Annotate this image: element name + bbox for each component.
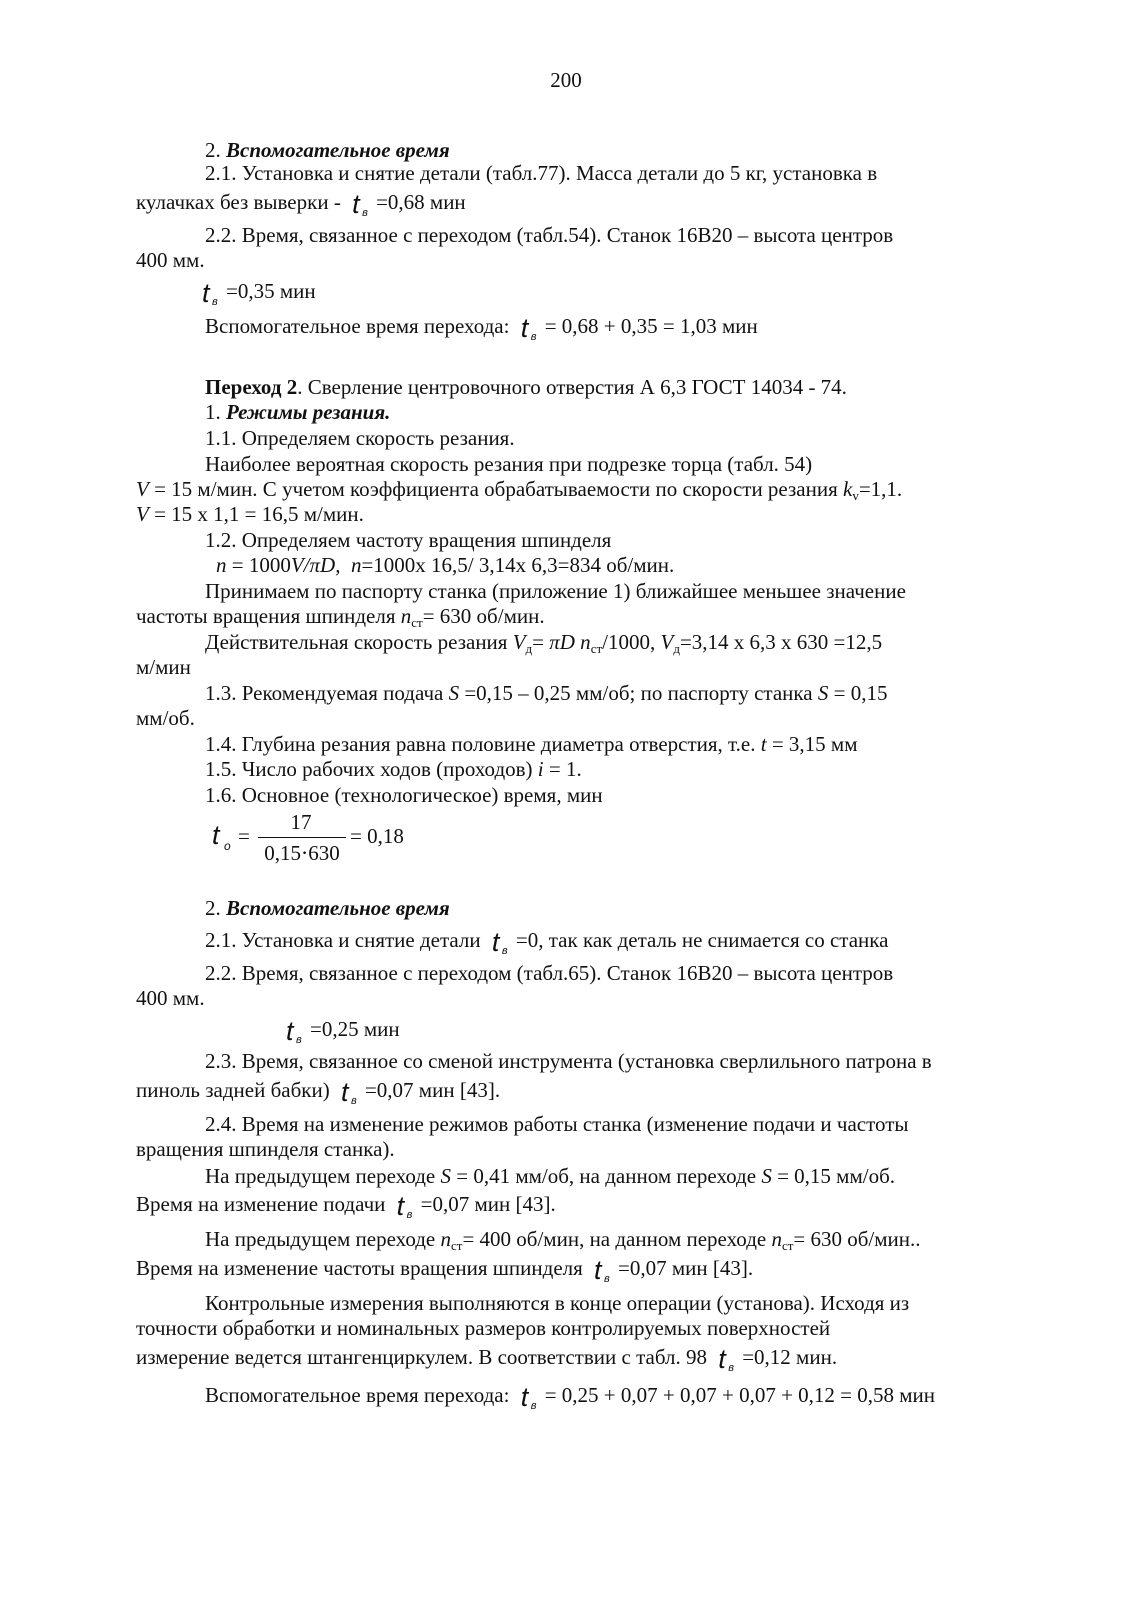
equals-sign: =: [238, 824, 250, 848]
paragraph-1-4: 1.4. Глубина резания равна половине диаметра отверстия, т.е. t = 3,15 мм: [205, 732, 858, 756]
paragraph-1-2: 1.2. Определяем частоту вращения шпинделя: [205, 528, 612, 552]
paragraph-2-4-line-2: вращения шпинделя станка).: [136, 1137, 395, 1161]
paragraph-2-2-line-1: 2.2. Время, связанное с переходом (табл.54). Станок 16В20 – высота центров: [205, 223, 894, 247]
paragraph-2-3-line-2: пиноль задней бабки) t в =0,07 мин [43].: [136, 1077, 501, 1107]
title-bold: Переход 2: [205, 375, 298, 399]
aux-time-heading-1: [205, 138, 450, 162]
heading-number: 2.: [205, 138, 226, 162]
paragraph-1-3-line-2: мм/об.: [136, 706, 195, 730]
accept-line-2: частоты вращения шпинделя $n_{ст}= 630$ об/мин.: [136, 604, 545, 630]
paragraph-1-1-b: Наиболее вероятная скорость резания при подрезке торца (табл. 54): [205, 452, 813, 476]
heading-text: Вспомогательное время: [226, 138, 450, 162]
heading-text: Режимы резания.: [226, 400, 391, 424]
aux-time-heading-2: [205, 896, 450, 920]
paragraph-2-2-line-1: 2.2. Время, связанное с переходом (табл.65). Станок 16В20 – высота центров: [205, 961, 894, 985]
t-v-symbol: t в: [520, 1382, 537, 1412]
aux-time-value-line-2: t в =0,25 мин: [286, 1016, 400, 1046]
paragraph-2-1-line-2: [136, 190, 466, 217]
actual-speed-line-1: Действительная скорость резания $V_д= \pi D$ $n_{ст}/1000$, $V_д=3,14$ х 6,3 х 630 =12,5: [205, 630, 883, 656]
value: =0,35 мин: [226, 279, 316, 303]
feed-change-line-2: Время на изменение подачи t в =0,07 мин [43].: [136, 1191, 556, 1221]
machine-time-formula: [208, 810, 428, 870]
fraction-numerator: 17: [290, 810, 312, 834]
paragraph-1-5: 1.5. Число рабочих ходов (проходов) i = 1.: [205, 757, 582, 781]
t-o-subscript: о: [224, 839, 231, 853]
text: кулачках без выверки -: [136, 190, 347, 214]
control-line-1: Контрольные измерения выполняются в конце операции (установа). Исходя из: [205, 1291, 910, 1315]
paragraph-2-3-line-1: 2.3. Время, связанное со сменой инструмента (установка сверлильного патрона в: [205, 1049, 932, 1073]
aux-time-total-2: Вспомогательное время перехода: t в = 0,25 + 0,07 + 0,07 + 0,07 + 0,12 = 0,58 мин: [205, 1382, 936, 1412]
paragraph-2-1-line-1: 2.1. Установка и снятие детали (табл.77). Масса детали до 5 кг, установка в: [205, 161, 878, 185]
heading-number: 1.: [205, 400, 226, 424]
t-v-symbol: t в: [491, 927, 508, 957]
page-number: 200: [550, 68, 582, 92]
t-v-symbol: t в: [202, 278, 218, 308]
speed-change-line-1: На предыдущем переходе $n_{ст}= 400$ об/мин, на данном переходе $n_{ст}= 630$ об/мин..: [205, 1227, 921, 1253]
t-v-symbol: t в: [594, 1255, 610, 1285]
t-o-symbol: t: [212, 820, 220, 850]
feed-change-line-1: На предыдущем переходе S = 0,41 мм/об, на данном переходе S = 0,15 мм/об.: [205, 1164, 896, 1188]
t-v-symbol: t в: [340, 1077, 357, 1107]
paragraph-1-1: 1.1. Определяем скорость резания.: [205, 426, 515, 450]
paragraph-1-6: 1.6. Основное (технологическое) время, мин: [205, 783, 603, 807]
spindle-speed-formula: n = 1000V/πD, n=1000х 16,5/ 3,14х 6,3=834 об/мин.: [216, 553, 675, 577]
paragraph-2-4-line-1: 2.4. Время на изменение режимов работы станка (изменение подачи и частоты: [205, 1112, 909, 1136]
aux-time-total-1: [205, 314, 758, 341]
label: Вспомогательное время перехода:: [205, 314, 515, 338]
formula-result: = 0,18: [350, 824, 404, 848]
velocity-line-2: V = 15 х 1,1 = 16,5 м/мин.: [136, 502, 364, 526]
speed-change-line-2: Время на изменение частоты вращения шпинделя t в =0,07 мин [43].: [136, 1255, 754, 1285]
control-line-3: измерение ведется штангенциркулем. В соответствии с табл. 98 t в =0,12 мин.: [136, 1344, 838, 1374]
accept-line-1: Принимаем по паспорту станка (приложение 1) ближайшее меньшее значение: [205, 579, 906, 603]
value: = 0,68 + 0,35 = 1,03 мин: [544, 314, 758, 338]
control-line-2: точности обработки и номинальных размеров контролируемых поверхностей: [136, 1316, 831, 1340]
t-v-symbol: t в: [718, 1344, 734, 1374]
aux-time-value-line: [196, 279, 316, 306]
t-v-symbol: t в: [286, 1016, 302, 1046]
fraction-denominator: 0,15⋅630: [264, 841, 340, 865]
t-v-symbol: t в: [352, 189, 368, 219]
velocity-line-1: V = 15 м/мин. С учетом коэффициента обрабатываемости по скорости резания $k_v=1,1$.: [136, 477, 903, 503]
paragraph-2-2-line-2: 400 мм.: [136, 986, 205, 1010]
paragraph-2-2-line-2: 400 мм.: [136, 248, 205, 272]
t-v-symbol: t в: [520, 313, 537, 343]
transition-2-title: [205, 375, 847, 399]
actual-speed-line-2: м/мин: [136, 655, 191, 679]
paragraph-2-1: 2.1. Установка и снятие детали t в =0, так как деталь не снимается со станка: [205, 927, 889, 957]
fraction-bar: [258, 837, 346, 838]
heading-number: 2.: [205, 896, 226, 920]
t-v-symbol: t в: [396, 1191, 413, 1221]
title-rest: . Сверление центровочного отверстия А 6,3 ГОСТ 14034 - 74.: [297, 375, 847, 399]
paragraph-1-3-line-1: 1.3. Рекомендуемая подача S =0,15 – 0,25 мм/об; по паспорту станка S = 0,15: [205, 681, 888, 705]
value: =0,68 мин: [376, 190, 466, 214]
cutting-modes-heading: [205, 400, 390, 424]
heading-text: Вспомогательное время: [226, 896, 450, 920]
